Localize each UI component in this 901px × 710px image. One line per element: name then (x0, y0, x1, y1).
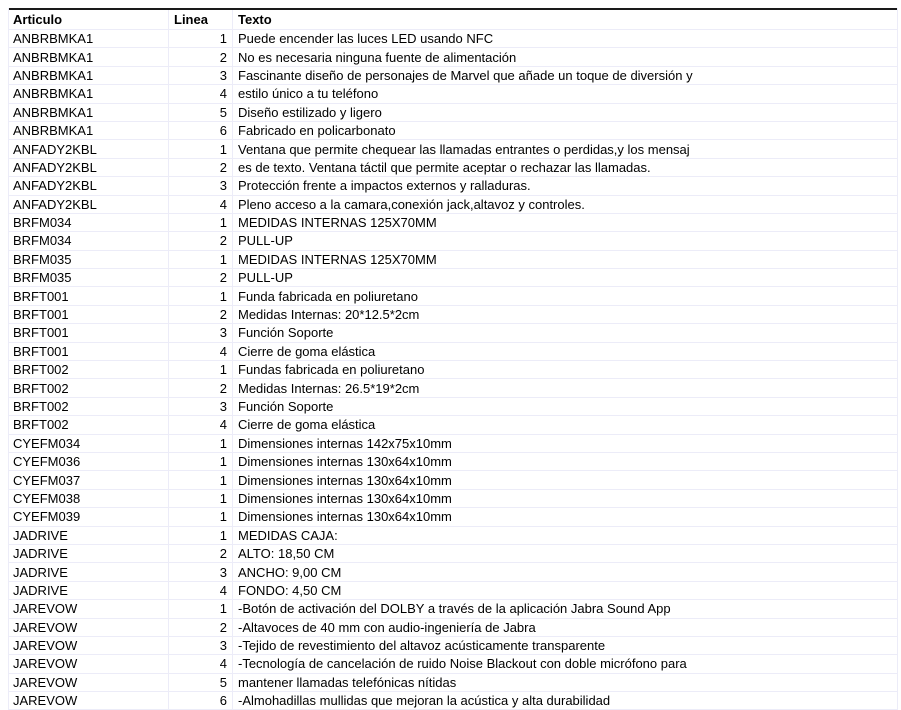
cell-articulo[interactable]: JADRIVE (9, 563, 169, 580)
cell-articulo[interactable]: ANFADY2KBL (9, 177, 169, 194)
cell-linea[interactable]: 2 (169, 619, 233, 636)
table-row (9, 177, 897, 195)
table-row (9, 122, 897, 140)
cell-texto[interactable]: Función Soporte (238, 399, 334, 414)
cell-articulo[interactable]: JAREVOW (9, 600, 169, 617)
table-row (9, 545, 897, 563)
spreadsheet-table (8, 8, 898, 710)
table-row (9, 67, 897, 85)
column-header-texto[interactable]: Texto (238, 12, 272, 27)
cell-texto[interactable]: Diseño estilizado y ligero (238, 104, 382, 120)
table-header-row (9, 8, 897, 30)
cell-linea[interactable]: 2 (169, 379, 233, 396)
cell-texto[interactable]: FONDO: 4,50 CM (238, 582, 342, 598)
cell-linea[interactable]: 6 (169, 692, 233, 709)
cell-linea[interactable]: 6 (169, 122, 233, 139)
cell-linea[interactable]: 1 (169, 435, 233, 452)
cell-articulo[interactable]: CYEFM034 (9, 435, 169, 452)
table-row (9, 48, 897, 66)
cell-linea[interactable]: 1 (169, 508, 233, 525)
table-row (9, 398, 897, 416)
cell-articulo[interactable]: JADRIVE (9, 582, 169, 599)
cell-linea[interactable]: 4 (169, 196, 233, 213)
cell-texto[interactable]: Puede encender las luces LED usando NFC (238, 31, 494, 47)
table-row (9, 140, 897, 158)
table-row (9, 508, 897, 526)
table-row (9, 582, 897, 600)
cell-articulo[interactable]: BRFT001 (9, 343, 169, 360)
cell-articulo[interactable]: BRFM034 (9, 214, 169, 231)
cell-texto[interactable]: Fabricado en policarbonato (238, 123, 396, 139)
cell-articulo[interactable]: JAREVOW (9, 655, 169, 672)
cell-articulo[interactable]: ANBRBMKA1 (9, 67, 169, 84)
cell-linea[interactable]: 1 (169, 527, 233, 544)
cell-texto[interactable]: Fascinante diseño de personajes de Marvel que añade un toque de diversión y (238, 67, 693, 83)
table-row (9, 527, 897, 545)
table-row (9, 343, 897, 361)
cell-texto[interactable]: No es necesaria ninguna fuente de alimentación (238, 49, 517, 65)
cell-articulo[interactable]: CYEFM036 (9, 453, 169, 470)
cell-linea[interactable]: 4 (169, 343, 233, 360)
cell-linea[interactable]: 1 (169, 361, 233, 378)
cell-articulo[interactable]: JAREVOW (9, 619, 169, 636)
cell-linea[interactable]: 2 (169, 545, 233, 562)
cell-articulo[interactable]: ANFADY2KBL (9, 159, 169, 176)
table-row (9, 104, 897, 122)
cell-articulo[interactable]: CYEFM037 (9, 471, 169, 488)
cell-linea[interactable]: 4 (169, 655, 233, 672)
cell-articulo[interactable]: BRFM034 (9, 232, 169, 249)
cell-linea[interactable]: 2 (169, 232, 233, 249)
table-row (9, 214, 897, 232)
cell-texto[interactable]: MEDIDAS CAJA: (238, 527, 338, 543)
cell-texto[interactable]: Función Soporte (238, 325, 334, 341)
table-row (9, 159, 897, 177)
table-row (9, 619, 897, 637)
table-row (9, 251, 897, 269)
cell-texto[interactable]: Protección frente a impactos externos y ralladuras. (238, 178, 531, 194)
cell-articulo[interactable]: ANBRBMKA1 (9, 30, 169, 47)
cell-texto[interactable]: -Tecnología de cancelación de ruido Noise Blackout con doble micrófono para (238, 656, 687, 672)
cell-texto[interactable]: MEDIDAS INTERNAS 125X70MM (238, 215, 437, 231)
table-row (9, 416, 897, 434)
column-header-articulo[interactable]: Articulo (9, 10, 169, 29)
cell-linea[interactable]: 1 (169, 214, 233, 231)
cell-texto[interactable]: Ventana que permite chequear las llamadas entrantes o perdidas,y los mensaj (238, 141, 690, 157)
cell-articulo[interactable]: BRFT002 (9, 361, 169, 378)
cell-linea[interactable]: 4 (169, 582, 233, 599)
cell-texto[interactable]: -Almohadillas mullidas que mejoran la acústica y alta durabilidad (238, 693, 611, 709)
table-row (9, 692, 897, 710)
cell-articulo[interactable]: JAREVOW (9, 692, 169, 709)
cell-articulo[interactable]: JAREVOW (9, 637, 169, 654)
cell-linea[interactable]: 1 (169, 600, 233, 617)
cell-texto[interactable]: Dimensiones internas 130x64x10mm (238, 490, 452, 506)
table-row (9, 435, 897, 453)
cell-articulo[interactable]: CYEFM038 (9, 490, 169, 507)
table-row (9, 30, 897, 48)
table-row (9, 674, 897, 692)
cell-articulo[interactable]: ANBRBMKA1 (9, 85, 169, 102)
table-row (9, 600, 897, 618)
cell-linea[interactable]: 1 (169, 287, 233, 304)
cell-texto[interactable]: Cierre de goma elástica (238, 417, 376, 433)
cell-linea[interactable]: 3 (169, 324, 233, 341)
cell-texto[interactable]: estilo único a tu teléfono (238, 86, 379, 102)
cell-texto[interactable]: Cierre de goma elástica (238, 343, 376, 359)
table-row (9, 361, 897, 379)
cell-articulo[interactable]: BRFT002 (9, 379, 169, 396)
cell-linea[interactable]: 4 (169, 85, 233, 102)
cell-linea[interactable]: 5 (169, 104, 233, 121)
table-body (9, 30, 897, 710)
cell-linea[interactable]: 4 (169, 416, 233, 433)
cell-linea[interactable]: 1 (169, 251, 233, 268)
cell-articulo[interactable]: BRFM035 (9, 251, 169, 268)
cell-texto[interactable]: Funda fabricada en poliuretano (238, 288, 418, 304)
cell-texto[interactable]: Dimensiones internas 130x64x10mm (238, 454, 452, 470)
cell-texto[interactable]: Dimensiones internas 142x75x10mm (238, 435, 452, 451)
cell-texto[interactable]: mantener llamadas telefónicas nítidas (238, 674, 457, 690)
cell-texto[interactable]: ALTO: 18,50 CM (238, 546, 335, 562)
cell-linea[interactable]: 5 (169, 674, 233, 691)
cell-texto[interactable]: Dimensiones internas 130x64x10mm (238, 509, 452, 525)
table-row (9, 655, 897, 673)
table-row (9, 563, 897, 581)
cell-linea[interactable]: 3 (169, 67, 233, 84)
cell-articulo[interactable]: CYEFM039 (9, 508, 169, 525)
cell-linea[interactable]: 3 (169, 177, 233, 194)
cell-linea[interactable]: 2 (169, 269, 233, 286)
cell-articulo[interactable]: ANFADY2KBL (9, 140, 169, 157)
cell-articulo[interactable]: JADRIVE (9, 545, 169, 562)
cell-texto[interactable]: PULL-UP (238, 233, 293, 249)
cell-articulo[interactable]: BRFT001 (9, 287, 169, 304)
cell-texto[interactable]: es de texto. Ventana táctil que permite aceptar o rechazar las llamadas. (238, 159, 651, 175)
cell-articulo[interactable]: BRFT001 (9, 324, 169, 341)
table-row (9, 490, 897, 508)
cell-texto[interactable]: -Botón de activación del DOLBY a través de la aplicación Jabra Sound App (238, 601, 671, 617)
cell-linea[interactable]: 3 (169, 563, 233, 580)
cell-articulo[interactable]: JAREVOW (9, 674, 169, 691)
cell-articulo[interactable]: BRFT001 (9, 306, 169, 323)
cell-linea[interactable]: 1 (169, 490, 233, 507)
cell-linea[interactable]: 1 (169, 140, 233, 157)
column-header-linea[interactable]: Linea (169, 10, 233, 29)
cell-linea[interactable]: 1 (169, 471, 233, 488)
cell-texto[interactable]: -Altavoces de 40 mm con audio-ingeniería de Jabra (238, 619, 536, 635)
cell-texto[interactable]: MEDIDAS INTERNAS 125X70MM (238, 251, 437, 267)
cell-articulo[interactable]: BRFT002 (9, 416, 169, 433)
cell-articulo[interactable]: ANBRBMKA1 (9, 48, 169, 65)
table-row (9, 306, 897, 324)
cell-articulo[interactable]: BRFM035 (9, 269, 169, 286)
cell-linea[interactable]: 2 (169, 306, 233, 323)
cell-linea[interactable]: 1 (169, 453, 233, 470)
cell-linea[interactable]: 2 (169, 48, 233, 65)
cell-texto[interactable]: Pleno acceso a la camara,conexión jack,altavoz y controles. (238, 196, 585, 212)
cell-texto[interactable]: Medidas Internas: 20*12.5*2cm (238, 307, 420, 323)
cell-articulo[interactable]: ANBRBMKA1 (9, 104, 169, 121)
table-row (9, 379, 897, 397)
table-row (9, 637, 897, 655)
cell-articulo[interactable]: JADRIVE (9, 527, 169, 544)
table-row (9, 196, 897, 214)
table-row (9, 269, 897, 287)
cell-texto[interactable]: Medidas Internas: 26.5*19*2cm (238, 380, 420, 396)
cell-texto[interactable]: Dimensiones internas 130x64x10mm (238, 472, 452, 488)
table-row (9, 232, 897, 250)
cell-linea[interactable]: 3 (169, 398, 233, 415)
cell-texto[interactable]: Fundas fabricada en poliuretano (238, 362, 425, 378)
cell-articulo[interactable]: BRFT002 (9, 398, 169, 415)
cell-texto[interactable]: -Tejido de revestimiento del altavoz acústicamente transparente (238, 638, 606, 654)
table-row (9, 324, 897, 342)
table-row (9, 471, 897, 489)
table-row (9, 453, 897, 471)
cell-texto[interactable]: PULL-UP (238, 270, 293, 286)
cell-linea[interactable]: 1 (169, 30, 233, 47)
cell-linea[interactable]: 2 (169, 159, 233, 176)
cell-articulo[interactable]: ANBRBMKA1 (9, 122, 169, 139)
cell-texto[interactable]: ANCHO: 9,00 CM (238, 564, 342, 580)
table-row (9, 85, 897, 103)
table-row (9, 287, 897, 305)
cell-articulo[interactable]: ANFADY2KBL (9, 196, 169, 213)
cell-linea[interactable]: 3 (169, 637, 233, 654)
